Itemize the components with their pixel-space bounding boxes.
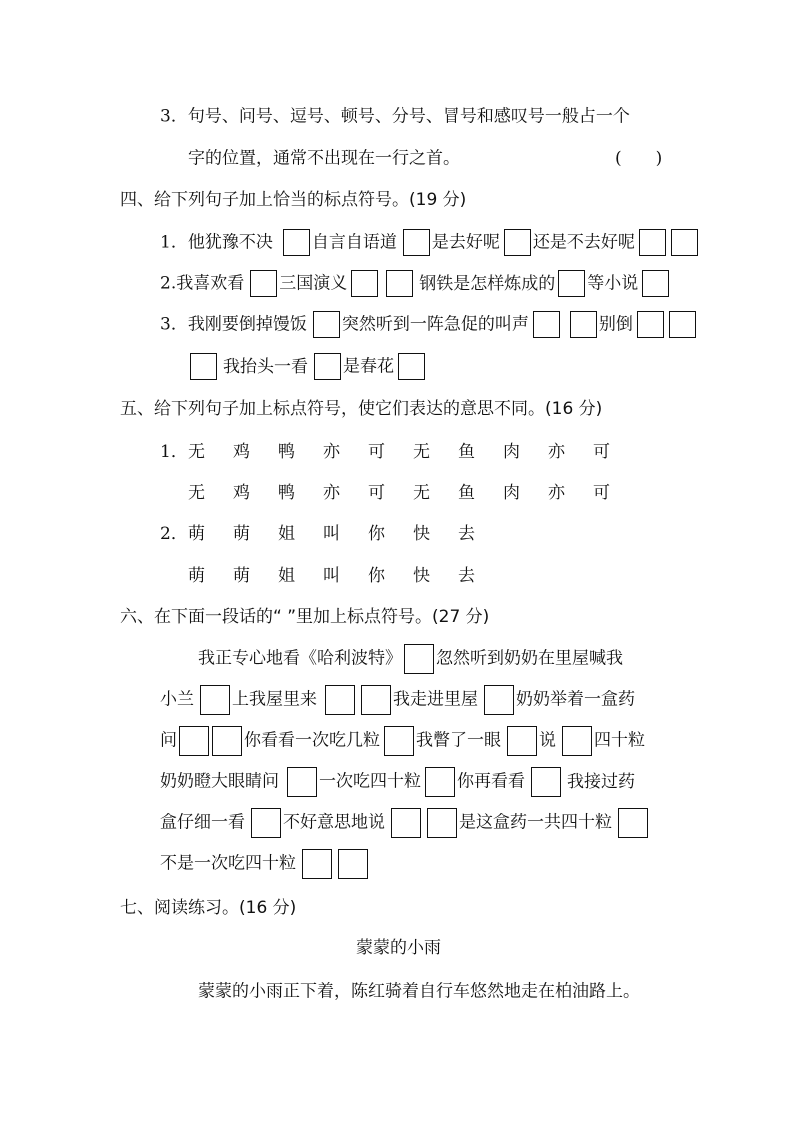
answer-box[interactable]: [570, 311, 597, 338]
item3-answer-paren[interactable]: [615, 143, 662, 174]
answer-box[interactable]: [391, 808, 421, 838]
answer-box[interactable]: [251, 808, 281, 838]
char: 鸡: [233, 441, 250, 462]
char: 亦: [323, 482, 340, 503]
s1-part3: 是去好呢: [431, 232, 500, 253]
answer-box[interactable]: [507, 726, 537, 756]
item3-line1: [160, 101, 630, 132]
section7-heading-text: 七、阅读练习。(16 分): [120, 898, 297, 918]
answer-box[interactable]: [314, 353, 341, 380]
char: 姐: [278, 523, 295, 544]
s3b-part2: 是春花: [343, 356, 394, 377]
answer-box[interactable]: [212, 726, 242, 756]
answer-box[interactable]: [671, 229, 698, 256]
char: 叫: [323, 565, 340, 586]
p4-part3: 你再看看: [457, 771, 525, 792]
p2-part2: 上我屋里来: [232, 689, 317, 710]
answer-paren-text: ( ): [615, 148, 663, 169]
s3-part2: 突然听到一阵急促的叫声: [341, 314, 529, 335]
section6-heading: [120, 602, 489, 632]
story-title-text: 蒙蒙的小雨: [356, 938, 441, 958]
answer-box[interactable]: [283, 229, 310, 256]
s3-part3: 别倒: [598, 314, 633, 335]
answer-box[interactable]: [618, 808, 648, 838]
char: 鸡: [233, 482, 250, 503]
answer-box[interactable]: [531, 767, 561, 797]
item1-number: 1．: [160, 441, 188, 462]
section5-item1-row2: [188, 477, 638, 508]
answer-box[interactable]: [637, 311, 664, 338]
item3-text1: 3．句号、问号、逗号、顿号、分号、冒号和感叹号一般占一个: [160, 106, 630, 127]
p5-part2: 不好意思地说: [283, 812, 385, 833]
s2-part4: 等小说: [587, 273, 639, 294]
section6-line2: [160, 684, 635, 715]
answer-box[interactable]: [384, 726, 414, 756]
p6-part1: 不是一次吃四十粒: [160, 853, 296, 874]
char: 无: [413, 441, 430, 462]
answer-box[interactable]: [425, 767, 455, 797]
p3-part2: 你看看一次吃几粒: [244, 730, 380, 751]
section6-line6: [160, 848, 370, 879]
answer-box[interactable]: [287, 767, 317, 797]
section6-line1: [198, 643, 623, 674]
char: 肉: [503, 482, 520, 503]
section4-heading: [120, 185, 466, 215]
char: 亦: [548, 482, 565, 503]
p5-part1: 盒仔细一看: [160, 812, 245, 833]
char: 萌: [233, 565, 250, 586]
answer-box[interactable]: [403, 229, 430, 256]
answer-box[interactable]: [338, 849, 368, 879]
section5-item2-row1: [160, 518, 503, 549]
answer-box[interactable]: [179, 726, 209, 756]
char: 鸭: [278, 482, 295, 503]
answer-box[interactable]: [351, 270, 378, 297]
s3b-part1: 我抬头一看: [223, 356, 308, 377]
p4-part4: 我接过药: [567, 771, 635, 792]
p3-part1: 问: [160, 730, 177, 751]
char: 快: [413, 523, 430, 544]
story-line1: [198, 976, 640, 1007]
answer-box[interactable]: [558, 270, 585, 297]
answer-box[interactable]: [639, 229, 666, 256]
answer-box[interactable]: [533, 311, 560, 338]
answer-box[interactable]: [190, 353, 217, 380]
p4-part1: 奶奶瞪大眼睛问: [160, 771, 279, 792]
char: 鸭: [278, 441, 295, 462]
p3-part3: 我瞥了一眼: [416, 730, 501, 751]
char: 可: [368, 482, 385, 503]
item2-number: 2．: [160, 523, 188, 544]
answer-box[interactable]: [250, 270, 277, 297]
char: 肉: [503, 441, 520, 462]
char: 亦: [323, 441, 340, 462]
section4-sentence3: [160, 309, 698, 340]
p3-part4: 说: [539, 730, 556, 751]
s2-part2: 三国演义: [279, 273, 348, 294]
p2-part4: 奶奶举着一盒药: [516, 689, 635, 710]
story-title: [356, 933, 441, 963]
char: 你: [368, 523, 385, 544]
char: 姐: [278, 565, 295, 586]
section4-sentence2: [160, 268, 671, 299]
s3-part1: 3．我刚要倒掉馒饭: [160, 314, 307, 335]
item3-line2: [188, 143, 460, 174]
char: 叫: [323, 523, 340, 544]
section6-line3: [160, 725, 645, 756]
p1-part1: 我正专心地看《哈利波特》: [198, 648, 402, 669]
answer-box[interactable]: [325, 685, 355, 715]
s2-part1: 2.我喜欢看: [160, 273, 245, 294]
story-text1: 蒙蒙的小雨正下着，陈红骑着自行车悠然地走在柏油路上。: [198, 981, 640, 1002]
s1-part2: 自言自语道: [311, 232, 397, 253]
answer-box[interactable]: [642, 270, 669, 297]
answer-box[interactable]: [484, 685, 514, 715]
char: 亦: [548, 441, 565, 462]
section4-sentence3b: [188, 351, 427, 382]
char: 可: [593, 441, 610, 462]
answer-box[interactable]: [313, 311, 340, 338]
char: 去: [458, 565, 475, 586]
answer-box[interactable]: [427, 808, 457, 838]
s1-part1: 1．他犹豫不决: [160, 232, 273, 253]
section5-heading: [120, 394, 602, 424]
char: 快: [413, 565, 430, 586]
answer-box[interactable]: [504, 229, 531, 256]
answer-box[interactable]: [386, 270, 413, 297]
answer-box[interactable]: [562, 726, 592, 756]
section4-sentence1: [160, 227, 700, 258]
char: 无: [188, 482, 205, 503]
section5-item1-row1: [160, 436, 638, 467]
char: 萌: [188, 565, 205, 586]
p4-part2: 一次吃四十粒: [319, 771, 421, 792]
section7-heading: [120, 893, 296, 923]
p2-part1: 小兰: [160, 689, 194, 710]
char: 鱼: [458, 441, 475, 462]
char: 去: [458, 523, 475, 544]
section5-heading-text: 五、给下列句子加上标点符号，使它们表达的意思不同。(16 分): [120, 399, 603, 419]
char: 可: [368, 441, 385, 462]
p3-part5: 四十粒: [594, 730, 645, 751]
char: 无: [188, 441, 205, 462]
p1-part2: 忽然听到奶奶在里屋喊我: [436, 648, 623, 669]
answer-box[interactable]: [302, 849, 332, 879]
answer-box[interactable]: [669, 311, 696, 338]
answer-box[interactable]: [361, 685, 391, 715]
char: 你: [368, 565, 385, 586]
char: 萌: [188, 523, 205, 544]
item3-text2: 字的位置，通常不出现在一行之首。: [188, 148, 460, 169]
s2-part3: 钢铁是怎样炼成的: [419, 273, 556, 294]
char: 可: [593, 482, 610, 503]
answer-box[interactable]: [200, 685, 230, 715]
section6-line5: [160, 807, 650, 838]
s1-part4: 还是不去好呢: [532, 232, 635, 253]
p2-part3: 我走进里屋: [393, 689, 478, 710]
section6-heading-text: 六、在下面一段话的“ ”里加上标点符号。(27 分): [120, 607, 490, 627]
section5-item2-row2: [188, 560, 503, 591]
char: 鱼: [458, 482, 475, 503]
section6-line4: [160, 766, 635, 797]
answer-box[interactable]: [398, 353, 425, 380]
char: 无: [413, 482, 430, 503]
char: 萌: [233, 523, 250, 544]
p5-part3: 是这盒药一共四十粒: [459, 812, 612, 833]
answer-box[interactable]: [404, 644, 434, 674]
section4-heading-text: 四、给下列句子加上恰当的标点符号。(19 分): [120, 190, 467, 210]
